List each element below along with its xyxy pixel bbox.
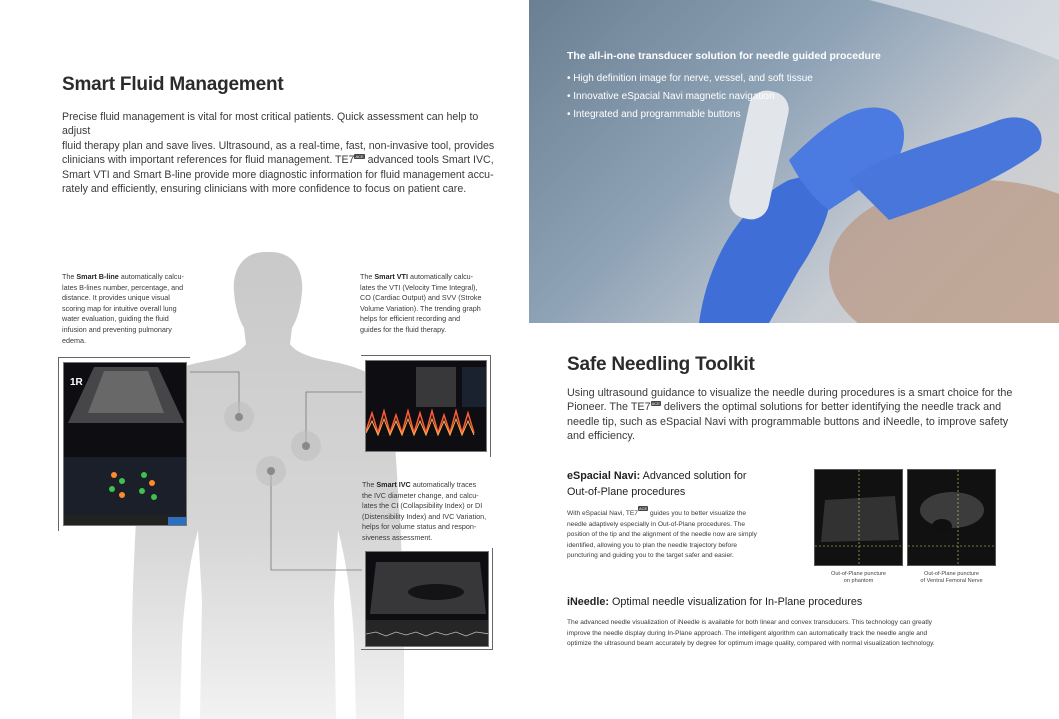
intro-line: fluid therapy plan and save lives. Ultrasound, as a real-time, fast, non-invasive tool, provides <box>62 139 495 152</box>
photo-bullet: • Innovative eSpacial Navi magnetic navigation <box>567 88 813 106</box>
ivc-line: the IVC diameter change, and calcu- <box>362 490 479 500</box>
vti-marker <box>291 431 321 461</box>
section-title: Safe Needling Toolkit <box>567 354 755 375</box>
page-title: Smart Fluid Management <box>62 74 284 95</box>
femoral-nerve-image <box>907 469 996 566</box>
vti-line: Volume Variation). The trending graph <box>360 303 481 313</box>
svg-text:1R: 1R <box>70 377 83 388</box>
espacial-navi-body: With eSpacial Navi, TE7ACE guides you to better visualize the needle adaptively especially in Out-of-Plane procedures. The position of the tip and the alignment of the needle now are simply identified, allowing you to plan the needle trajectory before puncturing and guiding you to the target safer and easier. <box>567 506 757 560</box>
bline-line: The Smart B-line automatically calcu- <box>62 272 184 281</box>
intro-line: needle tip, such as eSpacial Navi with programmable buttons and iNeedle, to improve safety <box>567 415 1009 428</box>
ace-badge: ACE <box>651 401 660 407</box>
bline-marker <box>224 402 254 432</box>
intro-line: Pioneer. The TE7ACE delivers the optimal solutions for better identifying the needle track and <box>567 401 1002 414</box>
ivc-line: lates the CI (Collapsibility Index) or DI <box>362 501 483 511</box>
left-page <box>0 0 529 719</box>
bline-line: water evaluation, guiding the fluid <box>62 314 169 324</box>
vti-line: lates the VTI (Velocity Time Integral), <box>360 282 478 292</box>
bline-screen <box>63 362 187 526</box>
intro-line: Precise fluid management is vital for most critical patients. Quick assessment can help to adjust <box>62 111 479 138</box>
intro-line: Smart VTI and Smart B-line provide more diagnostic information for fluid management accu- <box>62 168 494 181</box>
photo-bullet-list <box>567 70 813 124</box>
vti-line: The Smart VTI automatically calcu- <box>360 272 474 281</box>
ivc-ultrasound-image <box>366 552 489 647</box>
vti-line: CO (Cardiac Output) and SVV (Stroke <box>360 293 482 303</box>
ineedle-heading: iNeedle: Optimal needle visualization for In-Plane procedures <box>567 596 863 608</box>
photo-bullet: • High definition image for nerve, vessel, and soft tissue <box>567 70 813 88</box>
intro-line: Using ultrasound guidance to visualize the needle during procedures is a smart choice for the <box>567 387 1013 399</box>
photo-title: The all-in-one transducer solution for needle guided procedure <box>567 50 881 62</box>
bline-line: scoring map for intuitive overall lung <box>62 303 177 313</box>
femoral-caption: Out-of-Plane puncture of Ventral Femoral Nerve <box>920 571 983 584</box>
ivc-line: siveness assessment. <box>362 532 433 542</box>
espacial-navi-heading: eSpacial Navi: Advanced solution for Out-of-Plane procedures <box>567 470 747 498</box>
bline-line: lates B-lines number, percentage, and <box>62 282 184 292</box>
ivc-marker <box>256 456 286 486</box>
vti-line: helps for efficient recording and <box>360 314 461 324</box>
photo-bullet: • Integrated and programmable buttons <box>567 106 813 124</box>
intro-line: rately and efficiently, ensuring clinicians with more confidence to focus on patient care. <box>62 183 467 196</box>
vti-screen <box>365 360 487 452</box>
ineedle-body: The advanced needle visualization of iNeedle is available for both linear and convex transducers. This technology can greatly improve the needle display during In-Plane approach. The intelligent algorithm can automatically track the needle angle and optimize the ultrasound beam accurately by degree for optimum image quality, compared with normal visualization technology. <box>567 619 935 648</box>
bline-line: edema. <box>62 335 86 345</box>
intro-text: advanced tools Smart IVC, <box>364 154 494 167</box>
ivc-line: helps for volume status and respon- <box>362 522 477 532</box>
ivc-screen <box>365 551 489 647</box>
phantom-puncture-image <box>814 469 903 566</box>
vti-ultrasound-image <box>366 361 487 452</box>
right-page <box>529 0 1059 719</box>
bline-line: distance. It provides unique visual <box>62 293 170 303</box>
ace-badge: ACE <box>638 506 648 511</box>
needling-intro <box>567 386 1037 444</box>
vti-line: guides for the fluid therapy. <box>360 324 447 334</box>
gloved-hands-illustration <box>529 0 1059 323</box>
procedure-photo <box>529 0 1059 323</box>
ace-badge: ACE <box>355 154 364 160</box>
intro-text: clinicians with important references for fluid management. TE7 <box>62 154 355 167</box>
bline-ultrasound-image <box>64 363 187 526</box>
intro-line: and efficiency. <box>567 430 636 443</box>
ivc-line: The Smart IVC automatically traces <box>362 480 477 489</box>
phantom-caption: Out-of-Plane puncture on phantom <box>830 571 887 584</box>
ivc-line: (Distensibility Index) and IVC Variation, <box>362 511 487 521</box>
bline-line: infusion and preventing pulmonary <box>62 324 172 334</box>
